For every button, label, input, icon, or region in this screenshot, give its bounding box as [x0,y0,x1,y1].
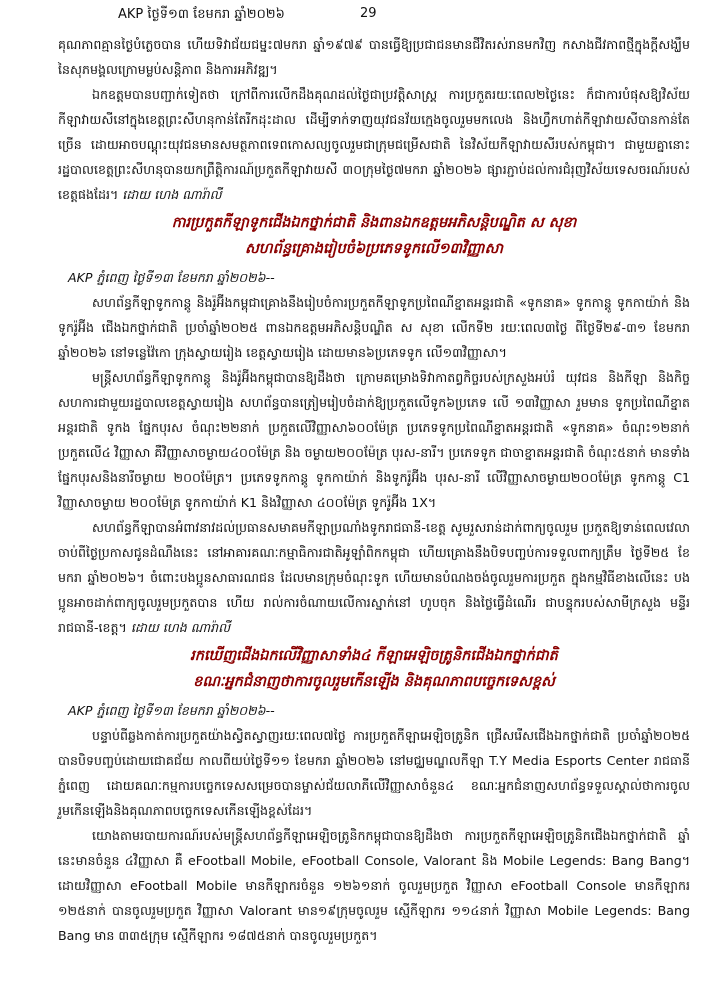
article1-byline: ដោយ ហេង ណារ៉ាលី [122,187,222,202]
article3-paragraph-2: យោងតាមរបាយការណ៍របស់មន្ត្រីសហព័ន្ធកីឡាអេឡិចត្រូនិកកម្ពុជាបានឱ្យដឹងថា ការប្រកួតកីឡាអេឡិចត្រូនិកជើងឯកថ្នាក់ជាតិ ឆ្នាំនេះមានចំនួន ៤វិញ្ញាសា គឺ eFootball Mobile, eFootball Console, Valorant និង Mobile Legends: Bang Bang។ ដោយវិញ្ញាសា eFootball Mobile មានកីឡាករចំនួន ១២៦១នាក់ ចូលរួមប្រកួត វិញ្ញាសា eFootball Console មានកីឡាករ ១២៥នាក់ បានចូលរួមប្រកួត វិញ្ញាសា Valorant មាន១៩ក្រុមចូលរួម ស្មើកីឡាករ ១១៤នាក់ វិញ្ញាសា Mobile Legends: Bang Bang មាន ៣៣៥ក្រុម ស្មើកីឡាករ ១៨៧៥នាក់ បានចូលរួមប្រកួត។ [58,828,690,943]
article2-paragraph-1: សហព័ន្ធកីឡាទូកកាន្តូ និងរ៉ូអ៊ីងកម្ពុជាគ្រោងនឹងរៀបចំការប្រកួតកីឡាទូកប្រពៃណីខ្នាតអន្តរជាតិ «ទូកនាគ» ទូកកាន្តូ ទូកកាយ៉ាក់ និងទូករ៉ូអ៊ីង ជើងឯកថ្នាក់ជាតិ ប្រចាំឆ្នាំ២០២៥ ពានឯកឧត្តមអភិសន្តិបណ្ឌិត ស សុខា លើកទី២ រយៈពេល៣ថ្ងៃ ពីថ្ងៃទី២៩-៣១ ខែមករា ឆ្នាំ២០២៦ នៅទន្លេវ៉ៃកោ ក្រុងស្វាយរៀង ខេត្តស្វាយរៀង ដោយមាន៦ប្រភេទទូក លើ១៣វិញ្ញាសា។ [58,295,690,360]
article2-dateline: AKP ភ្នំពេញ ថ្ងៃទី១៣ ខែមករា ឆ្នាំ២០២៦-- [68,270,275,285]
article3-paragraph-1: បន្ទាប់ពីឆ្លងកាត់ការប្រកួតយ៉ាងស្វិតស្វាញរយៈពេល៧ថ្ងៃ ការប្រកួតកីឡាអេឡិចត្រូនិក ជ្រើសរើសជើងឯកថ្នាក់ជាតិ ប្រចាំឆ្នាំ២០២៥ បានបិទបញ្ចប់ដោយជោគជ័យ កាលពីយប់ថ្ងៃទី១១ ខែមករា ឆ្នាំ២០២៦ នៅមជ្ឈមណ្ឌលកីឡា T.Y Media Esports Center រាជធានីភ្នំពេញ ដោយគណៈកម្មការបច្ចេកទេសសម្រេចបានម្ចាស់ជ័យលាភីលើវិញ្ញាសាចំនួន៤ ខណៈអ្នកជំនាញសហព័ន្ធទទួលស្គាល់ថាការចូលរួមកើនឡើងនិងគុណភាពបច្ចេកទេសកើនឡើងខ្ពស់ដែរ។ [58,728,690,818]
article2-paragraph-3 [58,515,690,640]
article3-headline-line-1: រកឃើញជើងឯកលើវិញ្ញាសាទាំង៤ កីឡាអេឡិចត្រូនិកជើងឯកថ្នាក់ជាតិ [190,648,558,664]
running-head: AKP ថ្ងៃទី១៣ ខែមករា ឆ្នាំ២០២៦ [118,7,285,22]
article1-paragraph-1: គុណភាពគ្មានថ្ងៃបំភ្លេចបាន ហើយទិវាជ័យជម្នះ៧មករា ឆ្នាំ១៩៧៩ បានធ្វើឱ្យប្រជាជនមានជីវិតរស់រានមកវិញ កសាងជីវភាពថ្មីក្នុងក្ដីសង្ឃឹម នៃសុភមង្គលក្រោមម្លប់សន្តិភាព និងការអភិវឌ្ឍ។ [58,37,690,77]
page-number: 29 [360,6,377,21]
article3-headline-line-2: ខណៈអ្នកជំនាញថាការចូលរួមកើនឡើង និងគុណភាពបច្ចេកទេសខ្ពស់ [193,674,555,690]
article3-headline [58,643,690,695]
article2-headline [58,210,690,262]
article2-headline-line-1: ការប្រកួតកីឡាទូកជើងឯកថ្នាក់ជាតិ និងពានឯកឧត្តមអភិសន្តិបណ្ឌិត ស សុខា [171,215,577,231]
article2-byline: ដោយ ហេង ណារ៉ាលី [130,620,231,635]
article2-paragraph-3-text: សហព័ន្ធកីឡាបានអំពាវនាវដល់ប្រធានសមាគមកីឡាប្រណាំងទូករាជធានី-ខេត្ត សូមរួសរាន់ដាក់ពាក្យចូលរួម ប្រកួតឱ្យទាន់ពេលវេលា ចាប់ពីថ្ងៃប្រកាសជូនដំណឹងនេះ នៅអាគារគណៈកម្មាធិការជាតិអូឡាំពិកកម្ពុជា ហើយគ្រោងនឹងបិទបញ្ចប់ការទទួលពាក្យត្រឹម ថ្ងៃទី២៥ ខែមករា ឆ្នាំ២០២៦។ ចំពោះបងប្អូនសាធារណជន ដែលមានក្រុមចំណុះទូក ហើយមានបំណងចង់ចូលរួមការប្រកួត ក្នុងកម្មវិធីខាងលើនេះ បងប្អូនអាចដាក់ពាក្យចូលរួមប្រកួតបាន ហើយ រាល់ការចំណាយលើការស្នាក់នៅ ហូបចុក និងថ្លៃធ្វើដំណើរ ជាបន្ទុករបស់សាមីក្រសួង មន្ទីរ រាជធានី-ខេត្ត។ [58,520,690,635]
article2-headline-line-2: សហព័ន្ធគ្រោងរៀបចំ៦ប្រភេទទូកលើ១៣វិញ្ញាសា [245,241,503,257]
article3-dateline: AKP ភ្នំពេញ ថ្ងៃទី១៣ ខែមករា ឆ្នាំ២០២៦-- [68,703,275,718]
article1-paragraph-2 [58,82,690,207]
article2-paragraph-2: មន្ត្រីសហព័ន្ធកីឡាទូកកាន្តូ និងរ៉ូអ៊ីងកម្ពុជាបានឱ្យដឹងថា ក្រោមគម្រោងទិវាកាតព្វកិច្ចរបស់ក្រសួងអប់រំ យុវជន និងកីឡា និងកិច្ចសហការជាមួយរដ្ឋបាលខេត្តស្វាយរៀង សហព័ន្ធបានត្រៀមរៀបចំដាក់ឱ្យប្រកួតលើទូក៦ប្រភេទ លើ ១៣វិញ្ញាសា រួមមាន ទូកប្រពៃណីខ្នាតអន្តរជាតិ ទូកង ផ្នែកបុរស ចំណុះ២២នាក់ ប្រកួតលើវិញ្ញាសា៦០០ម៉ែត្រ ប្រភេទទូកប្រពៃណីខ្នាតអន្តរជាតិ «ទូកនាគ» ចំណុះ១២នាក់ ប្រកួតលើ៤ វិញ្ញាសា គឺវិញ្ញាសាចម្ងាយ៤០០ម៉ែត្រ និង ចម្ងាយ២០០ម៉ែត្រ បុរស-នារី។ ប្រភេទទូក ជាចាខ្នាតអន្តរជាតិ ចំណុះ៥នាក់ មានទាំងផ្នែកបុរសនិងនារីចម្ងាយ ២០០ម៉ែត្រ។ ប្រភេទទូកកាន្តូ ទូកកាយ៉ាក់ និងទូករ៉ូអ៊ីង បុរស-នារី លើវិញ្ញាសាចម្ងាយ២០០ម៉ែត្រ ទូកកាន្តូ C1 វិញ្ញាសាចម្ងាយ ២០០ម៉ែត្រ ទូកកាយ៉ាក់ K1 និងវិញ្ញាសា ៤០០ម៉ែត្រ ទូករ៉ូអ៊ីង 1X។ [58,370,690,510]
page-body [58,32,690,948]
article1-paragraph-2-text: ឯកឧត្តមបានបញ្ជាក់ទៀតថា ក្រៅពីការលើកដឹងគុណដល់ថ្ងៃជាប្រវត្តិសាស្ត្រ ការប្រកួតរយៈពេល២ថ្ងៃនេះ ក៏ជាការបំផុសឱ្យវិស័យកីឡាវាយសីនៅក្នុងខេត្តព្រះសីហនុកាន់តែរីកដុះដាល ដើម្បីទាក់ទាញយុវជនវ័យក្មេងចូលរួមមកលេង និងហ្វឹកហាត់កីឡាវាយសីបានកាន់តែច្រើន ដោយអាចបណ្ដុះយុវជនមានសមត្ថភាពទេពកោសល្យចូលរួមជាក្រុមជម្រើសជាតិ នៃវិស័យកីឡាវាយសីរបស់កម្ពុជា។ ជាមួយគ្នានោះ រដ្ឋបាលខេត្តព្រះសីហនុបានយកព្រឹត្តិការណ៍ប្រកួតកីឡាវាយសី ៣០ក្រុមថ្ងៃ៧មករា ឆ្នាំ២០២៦ ផ្សារភ្ជាប់ដល់ការជំរុញវិស័យទេសចរណ៍របស់ខេត្តផងដែរ។ [58,87,690,202]
